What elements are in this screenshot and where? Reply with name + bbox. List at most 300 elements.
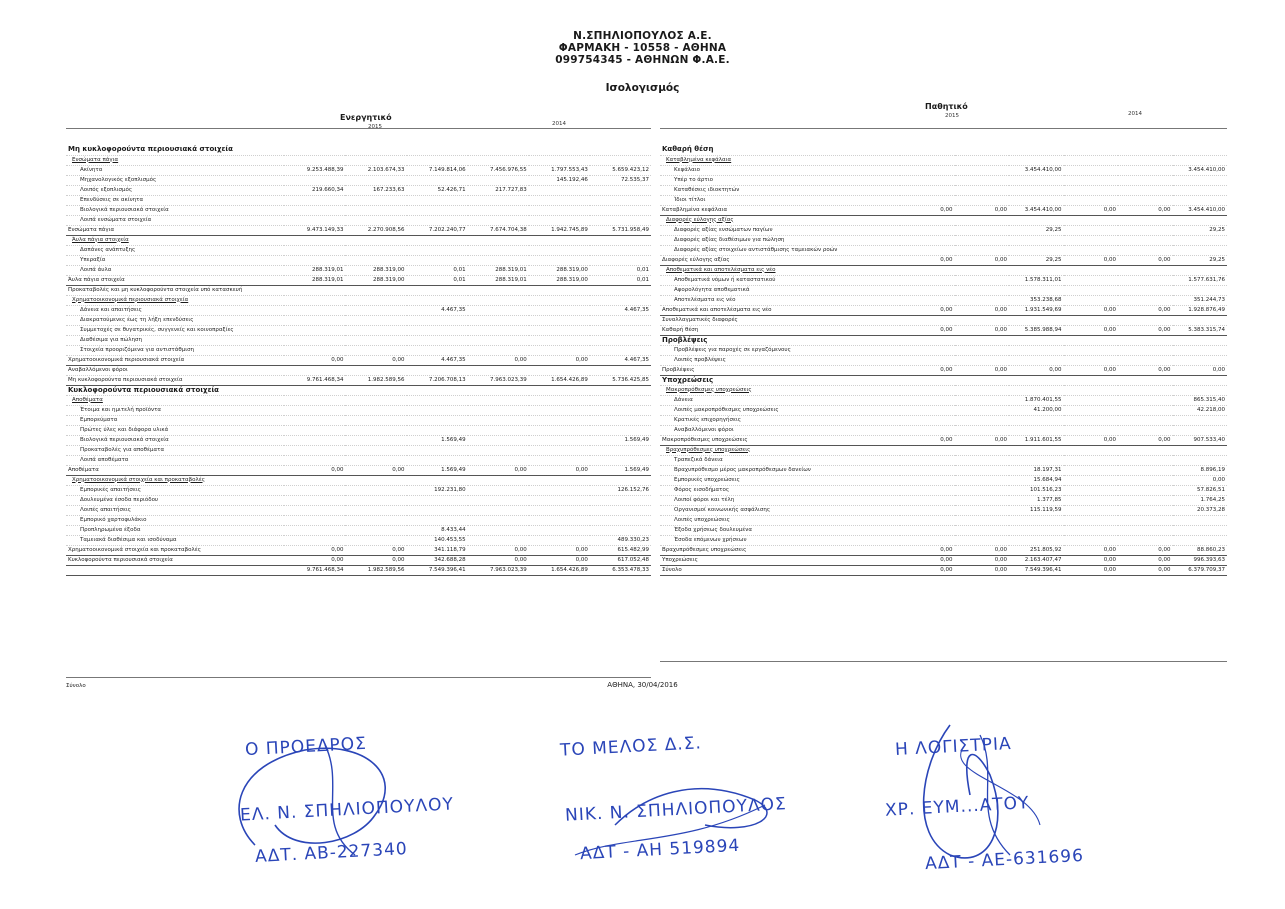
row-label: Έξοδα χρήσεως δουλευμένα	[660, 525, 900, 535]
row-value	[529, 515, 590, 525]
row-value	[284, 195, 345, 205]
row-value	[1009, 315, 1064, 325]
row-value	[900, 315, 955, 325]
row-value	[900, 535, 955, 545]
row-value	[468, 195, 529, 205]
row-value	[955, 225, 1010, 235]
row-value	[590, 425, 651, 435]
row-value: 101.516,23	[1009, 485, 1064, 495]
row-value: 9.473.149,33	[284, 225, 345, 235]
row-label: Λοιπές μακροπρόθεσμες υποχρεώσεις	[660, 405, 900, 415]
row-value: 0,00	[1118, 305, 1173, 315]
row-value	[284, 435, 345, 445]
table-row	[660, 435, 1227, 445]
row-value	[1118, 165, 1173, 175]
row-value	[407, 445, 468, 455]
row-label: Ενσώματα πάγια	[66, 225, 284, 235]
row-value	[1064, 515, 1119, 525]
row-value: 1.569,49	[407, 435, 468, 445]
row-value	[1173, 345, 1228, 355]
row-value	[1173, 245, 1228, 255]
row-value	[407, 515, 468, 525]
row-value	[1064, 385, 1119, 395]
row-value	[1173, 145, 1228, 155]
row-value: 907.533,40	[1173, 435, 1228, 445]
row-value	[1064, 235, 1119, 245]
row-value: 219.660,34	[284, 185, 345, 195]
row-value	[1064, 195, 1119, 205]
row-value: 0,00	[1118, 545, 1173, 555]
row-value	[1064, 535, 1119, 545]
row-value: 0,00	[900, 205, 955, 215]
row-value	[1118, 495, 1173, 505]
row-value: 5.385.988,94	[1009, 325, 1064, 335]
row-value	[345, 415, 406, 425]
row-value	[345, 285, 406, 295]
row-value: 1.870.401,55	[1009, 395, 1064, 405]
signature-id-board-member: ΑΔΤ - ΑΗ 519894	[579, 835, 741, 865]
row-value	[468, 485, 529, 495]
row-value: 4.467,35	[407, 305, 468, 315]
row-value	[407, 285, 468, 295]
row-label: Καταβλημένα κεφάλαια	[660, 155, 900, 165]
row-value	[468, 525, 529, 535]
row-value: 617.052,48	[590, 555, 651, 565]
row-value: 0,00	[468, 555, 529, 565]
row-value	[1118, 525, 1173, 535]
row-value	[955, 345, 1010, 355]
row-value	[955, 505, 1010, 515]
row-label: Υποχρεώσεις	[660, 555, 900, 565]
row-value	[407, 215, 468, 225]
row-label: Φόρος εισοδήματος	[660, 485, 900, 495]
row-value: 489.330,23	[590, 535, 651, 545]
signature-name-board-member: ΝΙΚ. Ν. ΣΠΗΛΙΟΠΟΥΛΟΣ	[564, 794, 788, 826]
row-value	[1118, 315, 1173, 325]
row-value	[955, 285, 1010, 295]
row-value	[1118, 185, 1173, 195]
row-value	[900, 295, 955, 305]
row-value	[284, 475, 345, 485]
row-value	[284, 345, 345, 355]
row-value	[955, 315, 1010, 325]
row-value	[284, 335, 345, 345]
row-value: 0,00	[345, 355, 406, 365]
row-label: Κεφάλαιο	[660, 165, 900, 175]
row-value	[284, 415, 345, 425]
row-value	[468, 495, 529, 505]
row-value: 0,00	[284, 545, 345, 555]
row-value: 0,00	[955, 555, 1010, 565]
row-value: 0,00	[1064, 205, 1119, 215]
row-value	[284, 175, 345, 185]
row-value	[1118, 515, 1173, 525]
row-value	[345, 345, 406, 355]
row-value	[468, 155, 529, 165]
row-label: Ίδιοι τίτλοι	[660, 195, 900, 205]
row-value	[529, 395, 590, 405]
row-value: 0,00	[900, 365, 955, 375]
row-value: 1.377,85	[1009, 495, 1064, 505]
row-label: Κυκλοφορούντα περιουσιακά στοιχεία	[66, 385, 284, 395]
table-row	[66, 555, 651, 565]
row-value	[1118, 475, 1173, 485]
signature-president	[215, 705, 475, 885]
row-value	[1064, 165, 1119, 175]
row-value	[468, 385, 529, 395]
row-label: Ταμειακά διαθέσιμα και ισοδύναμα	[66, 535, 284, 545]
row-value: 0,00	[345, 465, 406, 475]
row-value: 2.270.908,56	[345, 225, 406, 235]
liabilities-title: Παθητικό	[925, 102, 968, 111]
row-label: Λοιπές απαιτήσεις	[66, 505, 284, 515]
row-value	[407, 255, 468, 265]
row-value	[1064, 355, 1119, 365]
row-label: Δάνεια και απαιτήσεις	[66, 305, 284, 315]
row-value	[1118, 405, 1173, 415]
row-label: Δάνεια	[660, 395, 900, 405]
row-value: 7.963.023,39	[468, 375, 529, 385]
row-value: 996.393,63	[1173, 555, 1228, 565]
row-value	[900, 455, 955, 465]
row-value	[590, 155, 651, 165]
table-row	[660, 315, 1227, 325]
row-value: 0,00	[529, 355, 590, 365]
row-value: 2.103.674,33	[345, 165, 406, 175]
row-value	[468, 285, 529, 295]
company-name: Ν.ΣΠΗΛΙΟΠΟΥΛΟΣ Α.Ε.	[573, 30, 712, 42]
row-value: 1.578.311,01	[1009, 275, 1064, 285]
row-label: Αποτελέσματα εις νέο	[660, 295, 900, 305]
row-value	[1118, 245, 1173, 255]
row-value: 15.684,94	[1009, 475, 1064, 485]
signature-accountant	[880, 705, 1140, 885]
row-value	[1064, 155, 1119, 165]
company-address: ΦΑΡΜΑΚΗ - 10558 - ΑΘΗΝΑ	[558, 42, 727, 54]
row-value: 7.202.240,77	[407, 225, 468, 235]
table-row	[660, 195, 1227, 205]
table-row	[66, 355, 651, 365]
row-label: Προκαταβολές και μη κυκλοφορούντα στοιχεία υπό κατασκευή	[66, 285, 284, 295]
row-value: 192.231,80	[407, 485, 468, 495]
row-value	[529, 365, 590, 375]
row-value	[1118, 335, 1173, 345]
row-label: Διαφορές εύλογης αξίας	[660, 255, 900, 265]
table-row	[660, 245, 1227, 255]
table-row	[660, 265, 1227, 275]
row-value	[468, 295, 529, 305]
signature-role-accountant: Η ΛΟΓΙΣΤΡΙΑ	[894, 733, 1013, 761]
table-row	[66, 255, 651, 265]
row-value	[529, 295, 590, 305]
row-label: Αποθέματα	[66, 395, 284, 405]
row-value	[468, 365, 529, 375]
row-value: 0,00	[1118, 205, 1173, 215]
row-label: Διακρατούμενες έως τη λήξη επενδύσεις	[66, 315, 284, 325]
row-value: 1.942.745,89	[529, 225, 590, 235]
row-label: Βραχυπρόθεσμες υποχρεώσεις	[660, 545, 900, 555]
row-value: 1.928.876,49	[1173, 305, 1228, 315]
row-value	[955, 155, 1010, 165]
row-value	[468, 255, 529, 265]
row-label: Έτοιμα και ημιτελή προϊόντα	[66, 405, 284, 415]
row-label: Μη κυκλοφορούντα περιουσιακά στοιχεία	[66, 145, 284, 155]
row-label: Σύνολο	[660, 565, 900, 575]
row-value	[1009, 355, 1064, 365]
row-value	[284, 245, 345, 255]
row-value	[1064, 375, 1119, 385]
row-label: Καθαρή θέση	[660, 325, 900, 335]
row-value	[955, 415, 1010, 425]
row-value	[407, 455, 468, 465]
row-value	[955, 455, 1010, 465]
row-value: 288.319,00	[345, 275, 406, 285]
row-value: 1.569,49	[590, 465, 651, 475]
row-value	[345, 525, 406, 535]
row-value	[955, 275, 1010, 285]
row-value: 251.805,92	[1009, 545, 1064, 555]
row-value	[1173, 385, 1228, 395]
row-value	[529, 185, 590, 195]
row-label: Έσοδα επόμενων χρήσεων	[660, 535, 900, 545]
row-value	[590, 315, 651, 325]
row-label: Αποθεματικά και αποτελέσματα εις νέο	[660, 305, 900, 315]
row-value	[407, 315, 468, 325]
row-value	[1173, 535, 1228, 545]
row-value	[590, 245, 651, 255]
row-value: 167.233,63	[345, 185, 406, 195]
row-value: 0,00	[1118, 565, 1173, 575]
table-row	[66, 245, 651, 255]
row-value	[1173, 195, 1228, 205]
row-value: 1.797.553,43	[529, 165, 590, 175]
row-value: 41.200,00	[1009, 405, 1064, 415]
row-value	[1064, 185, 1119, 195]
row-value	[529, 485, 590, 495]
row-value	[590, 475, 651, 485]
row-value	[900, 515, 955, 525]
row-value	[1118, 145, 1173, 155]
row-label: Προκαταβολές για αποθέματα	[66, 445, 284, 455]
row-value	[1009, 445, 1064, 455]
row-value: 9.761.468,34	[284, 565, 345, 575]
table-row	[66, 335, 651, 345]
table-row	[66, 165, 651, 175]
row-value	[1009, 375, 1064, 385]
row-value: 1.577.631,76	[1173, 275, 1228, 285]
row-value: 0,01	[407, 265, 468, 275]
row-value	[529, 195, 590, 205]
row-value	[590, 385, 651, 395]
row-value	[1009, 335, 1064, 345]
row-label: Επενδύσεις σε ακίνητα	[66, 195, 284, 205]
row-value	[955, 185, 1010, 195]
row-value	[900, 385, 955, 395]
row-label: Βιολογικά περιουσιακά στοιχεία	[66, 435, 284, 445]
row-value	[1173, 445, 1228, 455]
row-value	[955, 245, 1010, 255]
table-row	[660, 505, 1227, 515]
row-value	[590, 215, 651, 225]
row-label: Βραχυπρόθεσμες υποχρεώσεις	[660, 445, 900, 455]
row-value	[345, 425, 406, 435]
row-value	[284, 485, 345, 495]
row-value	[900, 175, 955, 185]
row-value	[529, 325, 590, 335]
row-value	[1009, 455, 1064, 465]
signature-id-president: ΑΔΤ. ΑΒ-227340	[254, 839, 409, 867]
row-value: 0,00	[900, 255, 955, 265]
table-row	[66, 205, 651, 215]
table-row	[660, 465, 1227, 475]
signature-id-accountant: ΑΔΤ - ΑΕ-631696	[924, 845, 1085, 875]
row-label: Υποχρεώσεις	[660, 375, 900, 385]
row-value: 0,00	[1064, 325, 1119, 335]
document-title: Ισολογισμός	[605, 82, 680, 94]
table-row	[660, 155, 1227, 165]
row-label: Άυλα πάγια στοιχεία	[66, 235, 284, 245]
table-row	[660, 335, 1227, 345]
row-value	[407, 295, 468, 305]
row-value	[468, 215, 529, 225]
row-value	[1173, 155, 1228, 165]
row-value	[900, 445, 955, 455]
row-value	[529, 525, 590, 535]
row-value	[284, 305, 345, 315]
row-value	[900, 505, 955, 515]
row-label: Μηχανολογικός εξοπλισμός	[66, 175, 284, 185]
row-value	[1064, 445, 1119, 455]
row-label: Διαφορές αξίας ενσώματων παγίων	[660, 225, 900, 235]
row-value	[955, 405, 1010, 415]
row-value: 5.383.315,74	[1173, 325, 1228, 335]
row-label: Λοιπός εξοπλισμός	[66, 185, 284, 195]
assets-year-previous: 2014	[552, 121, 566, 127]
row-value: 88.860,23	[1173, 545, 1228, 555]
row-value: 0,00	[1118, 365, 1173, 375]
company-header	[0, 30, 1285, 66]
row-value: 5.731.958,49	[590, 225, 651, 235]
row-value	[1118, 295, 1173, 305]
row-value	[1118, 355, 1173, 365]
row-value: 0,00	[1173, 365, 1228, 375]
row-value	[1118, 285, 1173, 295]
row-value	[590, 455, 651, 465]
row-value	[284, 325, 345, 335]
row-value: 0,00	[1118, 325, 1173, 335]
row-value	[529, 445, 590, 455]
row-value	[407, 505, 468, 515]
row-value: 5.659.423,12	[590, 165, 651, 175]
row-value: 1.654.426,89	[529, 375, 590, 385]
row-value	[345, 385, 406, 395]
row-value	[1009, 215, 1064, 225]
row-value: 7.549.396,41	[1009, 565, 1064, 575]
row-value	[1064, 525, 1119, 535]
row-value	[407, 325, 468, 335]
table-row	[660, 515, 1227, 525]
row-value: 140.453,55	[407, 535, 468, 545]
table-row	[66, 295, 651, 305]
row-value	[468, 325, 529, 335]
row-label: Καταβλημένα κεφάλαια	[660, 205, 900, 215]
row-value: 288.319,00	[529, 265, 590, 275]
row-value	[590, 185, 651, 195]
assets-sheet	[66, 128, 651, 678]
row-value	[529, 255, 590, 265]
row-value	[590, 515, 651, 525]
row-value	[1009, 345, 1064, 355]
row-value	[955, 395, 1010, 405]
row-value: 7.549.396,41	[407, 565, 468, 575]
row-value	[407, 175, 468, 185]
table-row	[660, 495, 1227, 505]
row-value	[955, 425, 1010, 435]
row-value	[1009, 425, 1064, 435]
row-value: 29,25	[1009, 225, 1064, 235]
row-label: Διαφορές αξίας διαθέσιμων για πώληση	[660, 235, 900, 245]
row-value	[900, 415, 955, 425]
row-value: 9.761.468,34	[284, 375, 345, 385]
row-value: 42.218,00	[1173, 405, 1228, 415]
row-value	[345, 235, 406, 245]
table-row	[66, 445, 651, 455]
row-value	[529, 245, 590, 255]
row-value	[529, 475, 590, 485]
row-value: 8.896,19	[1173, 465, 1228, 475]
row-value	[955, 465, 1010, 475]
row-value	[900, 395, 955, 405]
row-label: Τραπεζικά δάνεια	[660, 455, 900, 465]
row-value: 0,00	[955, 565, 1010, 575]
row-value	[529, 155, 590, 165]
row-value	[345, 475, 406, 485]
row-value	[345, 295, 406, 305]
row-value	[900, 265, 955, 275]
row-value	[468, 455, 529, 465]
row-value	[407, 245, 468, 255]
row-value	[590, 295, 651, 305]
row-value	[468, 175, 529, 185]
row-value: 288.319,01	[468, 265, 529, 275]
row-value: 1.569,49	[407, 465, 468, 475]
row-label: Συναλλαγματικές διαφορές	[660, 315, 900, 325]
row-label: Βραχυπρόθεσμο μέρος μακροπρόθεσμων δανείων	[660, 465, 900, 475]
row-value	[345, 365, 406, 375]
row-value	[529, 385, 590, 395]
row-value	[1009, 245, 1064, 255]
row-value: 0,00	[955, 325, 1010, 335]
row-value	[590, 415, 651, 425]
row-value: 3.454.410,00	[1009, 165, 1064, 175]
row-value	[345, 245, 406, 255]
table-row	[66, 175, 651, 185]
table-row	[66, 365, 651, 375]
row-value	[900, 275, 955, 285]
row-value	[468, 245, 529, 255]
row-value	[900, 145, 955, 155]
row-value	[468, 305, 529, 315]
row-value	[529, 345, 590, 355]
row-label: Μακροπρόθεσμες υποχρεώσεις	[660, 385, 900, 395]
row-value	[1173, 455, 1228, 465]
row-value	[590, 345, 651, 355]
row-label: Λοιπά αποθέματα	[66, 455, 284, 465]
row-value: 0,00	[900, 435, 955, 445]
row-value: 351.244,73	[1173, 295, 1228, 305]
row-value: 0,00	[955, 305, 1010, 315]
row-value: 288.319,00	[345, 265, 406, 275]
